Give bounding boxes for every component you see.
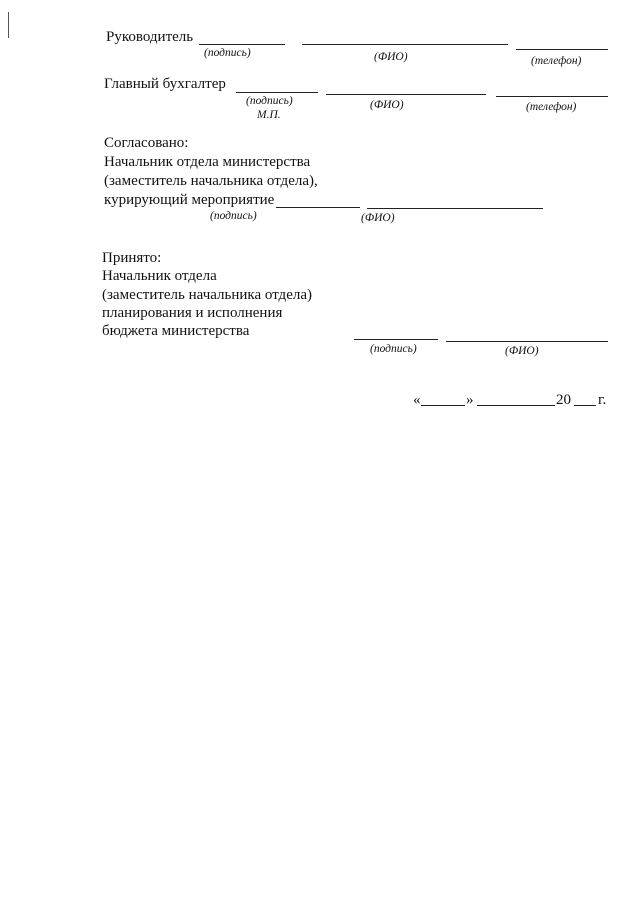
accountant-name-caption: (ФИО) <box>370 99 404 111</box>
accepted-line-2: (заместитель начальника отдела) <box>102 287 312 303</box>
accepted-heading: Принято: <box>102 250 162 266</box>
approved-heading: Согласовано: <box>104 135 189 151</box>
date-open-quote: « <box>413 392 421 408</box>
head-signature-caption: (подпись) <box>204 47 251 59</box>
date-close-quote: » <box>466 392 474 408</box>
accepted-name-line[interactable] <box>446 341 608 342</box>
head-phone-line[interactable] <box>516 49 608 50</box>
approved-line-3: курирующий мероприятие <box>104 192 275 208</box>
accountant-phone-line[interactable] <box>496 96 608 97</box>
seal-placeholder: М.П. <box>257 109 281 121</box>
accepted-signature-caption: (подпись) <box>370 343 417 355</box>
date-day-line[interactable] <box>421 405 465 406</box>
accountant-label: Главный бухгалтер <box>104 76 226 92</box>
head-phone-caption: (телефон) <box>531 55 582 67</box>
accepted-line-1: Начальник отдела <box>102 268 217 284</box>
approved-signature-line[interactable] <box>276 207 360 208</box>
date-year-line[interactable] <box>574 405 596 406</box>
date-month-line[interactable] <box>477 405 555 406</box>
date-century: 20 <box>556 392 571 408</box>
accountant-phone-caption: (телефон) <box>526 101 577 113</box>
approved-name-caption: (ФИО) <box>361 212 395 224</box>
accepted-name-caption: (ФИО) <box>505 345 539 357</box>
head-signature-line[interactable] <box>199 44 285 45</box>
approved-line-2: (заместитель начальника отдела), <box>104 173 318 189</box>
approved-name-line[interactable] <box>367 208 543 209</box>
accountant-signature-caption: (подпись) <box>246 95 293 107</box>
accepted-line-4: бюджета министерства <box>102 323 250 339</box>
approved-signature-caption: (подпись) <box>210 210 257 222</box>
margin-mark <box>8 12 9 38</box>
head-name-caption: (ФИО) <box>374 51 408 63</box>
approved-line-1: Начальник отдела министерства <box>104 154 311 170</box>
head-label: Руководитель <box>106 29 194 45</box>
date-year-suffix: г. <box>598 392 607 408</box>
accepted-signature-line[interactable] <box>354 339 438 340</box>
head-name-line[interactable] <box>302 44 508 45</box>
accountant-signature-line[interactable] <box>236 92 318 93</box>
accepted-line-3: планирования и исполнения <box>102 305 283 321</box>
accountant-name-line[interactable] <box>326 94 486 95</box>
